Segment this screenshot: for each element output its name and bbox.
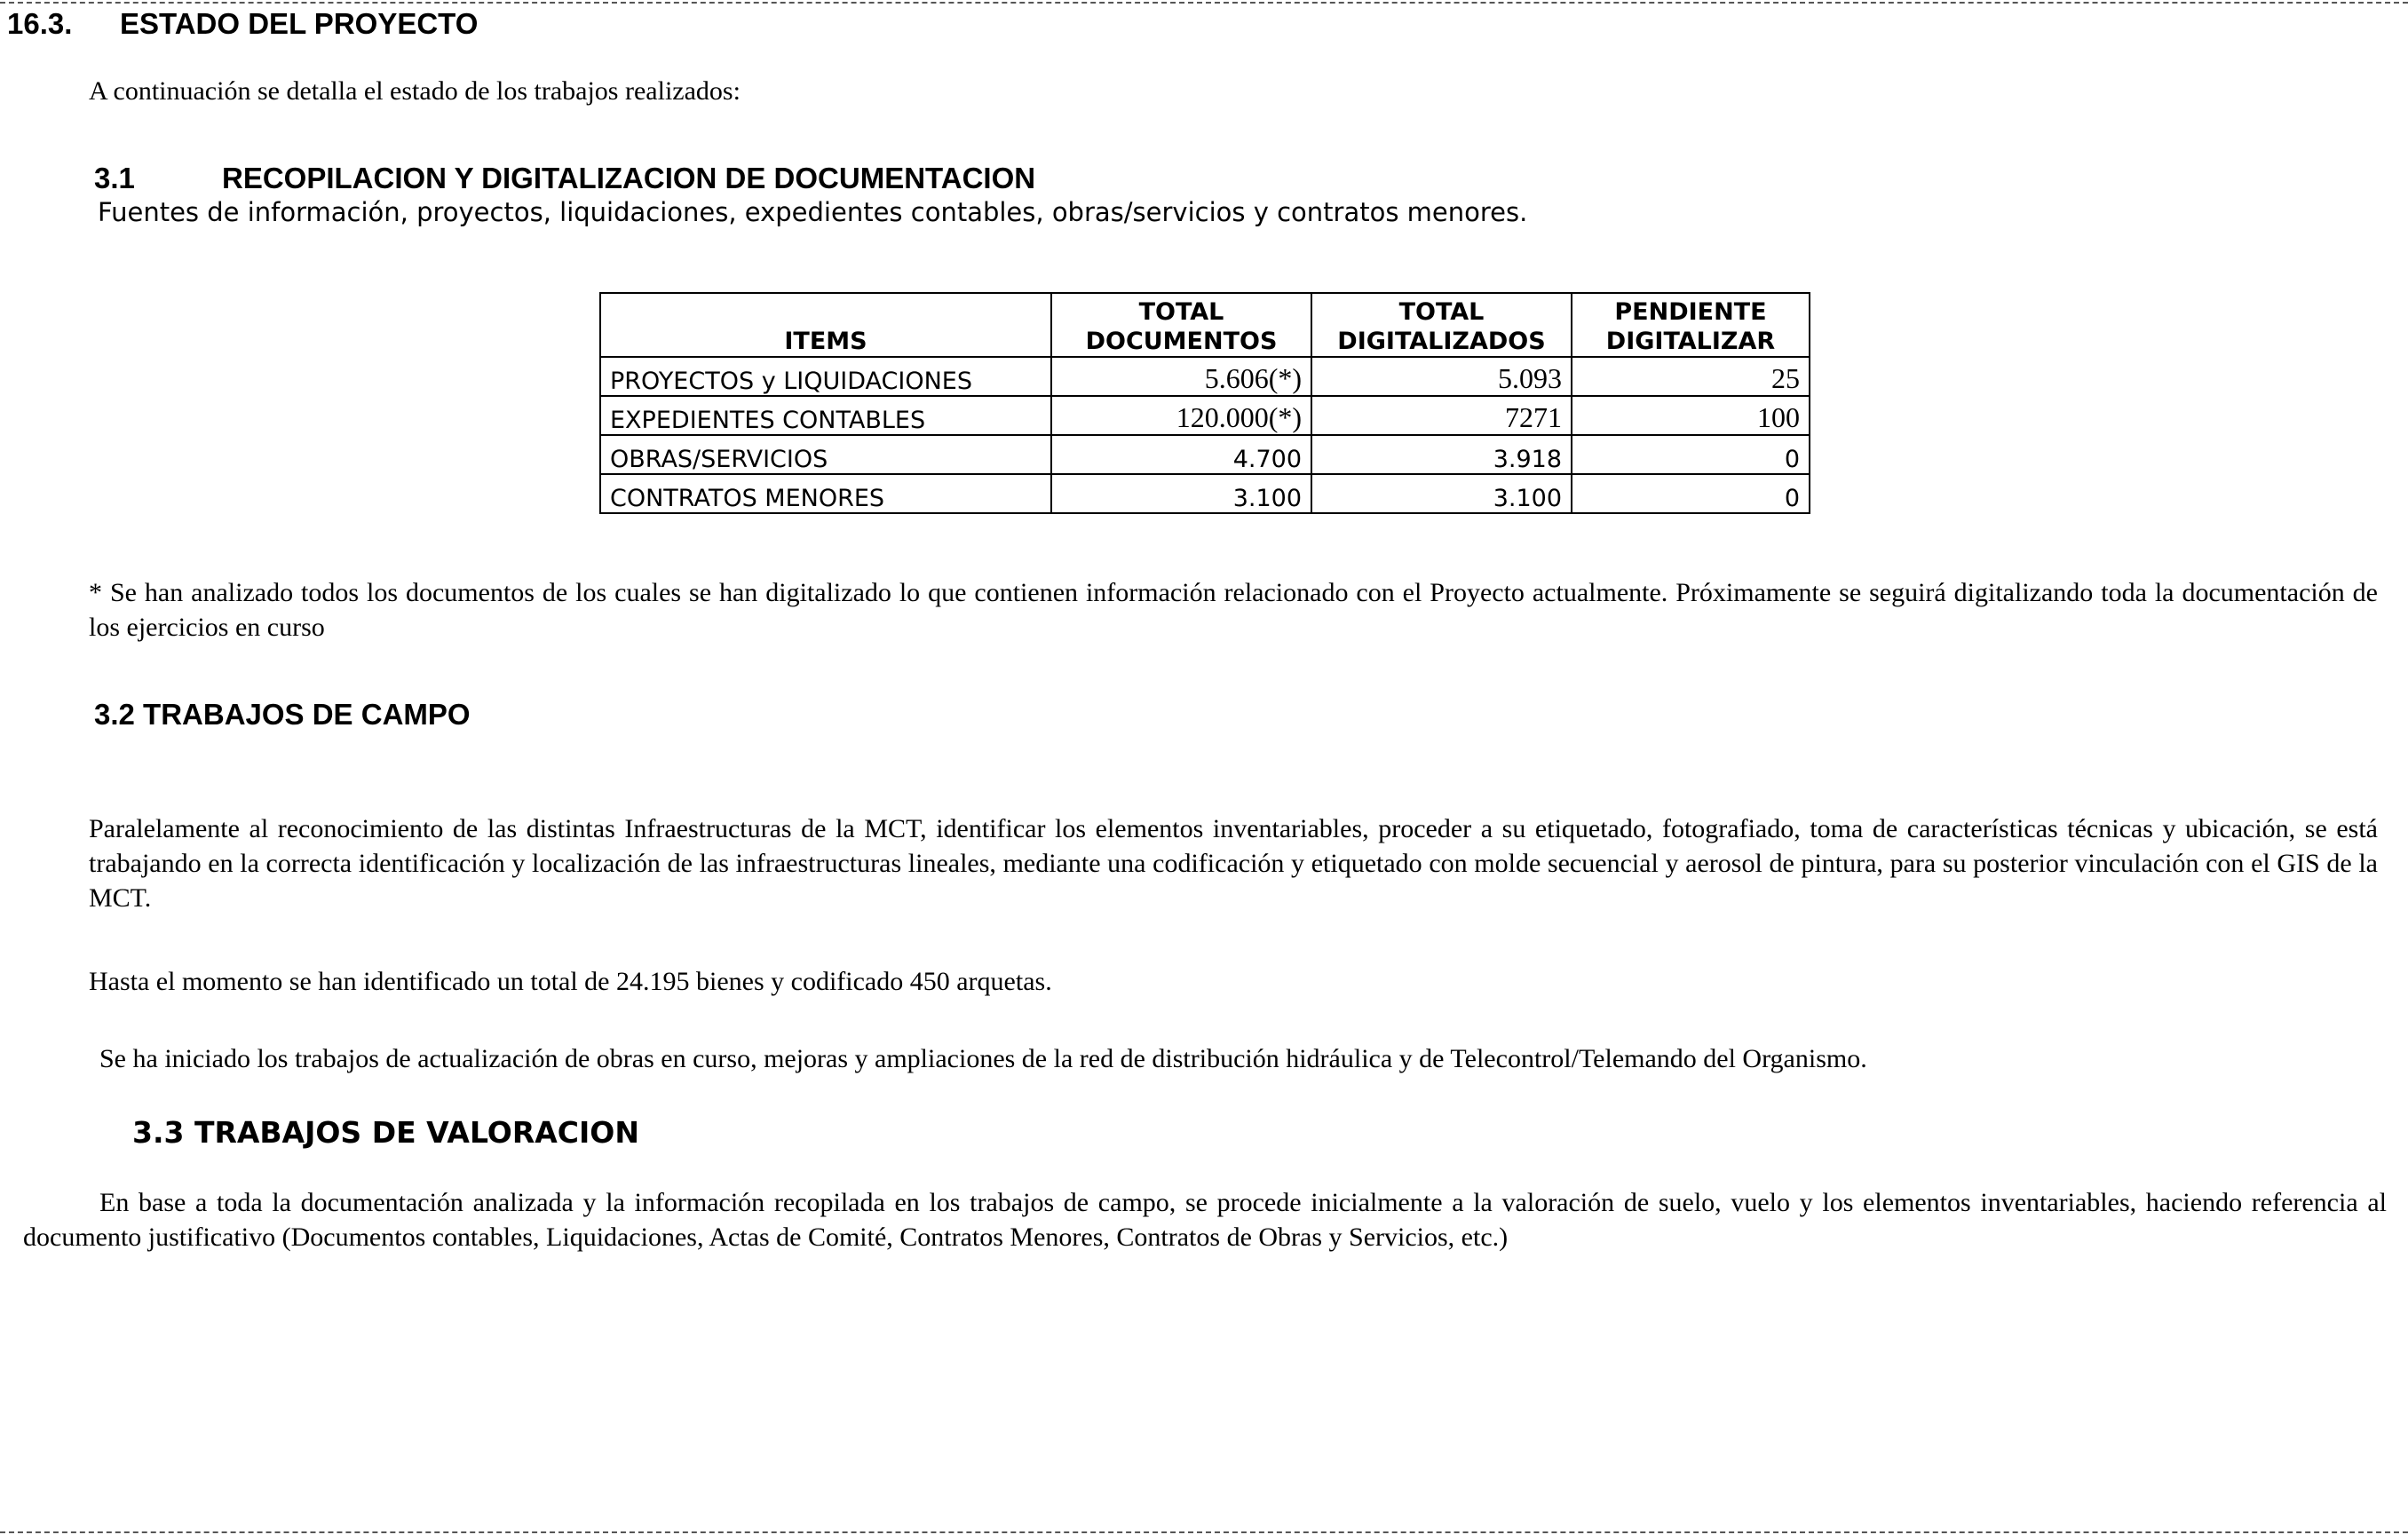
- cell-pendiente: 100: [1572, 396, 1810, 435]
- cell-total-digitalizados: 3.100: [1311, 474, 1572, 513]
- cell-total-documentos: 5.606(*): [1051, 357, 1311, 396]
- cell-pendiente: 25: [1572, 357, 1810, 396]
- cell-item: EXPEDIENTES CONTABLES: [600, 396, 1051, 435]
- cell-item: PROYECTOS y LIQUIDACIONES: [600, 357, 1051, 396]
- cell-pendiente: 0: [1572, 474, 1810, 513]
- intro-text: A continuación se detalla el estado de los trabajos realizados:: [89, 76, 741, 106]
- s32-paragraph-3: Se ha iniciado los trabajos de actualización de obras en curso, mejoras y ampliaciones de la red de distribución hidráulica y de Telecontrol/Telemando del Organismo.: [99, 1044, 1867, 1073]
- cell-total-documentos: 3.100: [1051, 474, 1311, 513]
- s31-number: 3.1: [94, 162, 135, 194]
- cell-total-digitalizados: 3.918: [1311, 435, 1572, 474]
- table-row: [600, 474, 1810, 513]
- section-number: 16.3.: [7, 7, 73, 40]
- header-pendiente-digitalizar: PENDIENTE DIGITALIZAR: [1572, 293, 1810, 357]
- s32-paragraph-1: Paralelamente al reconocimiento de las distintas Infraestructuras de la MCT, identificar los elementos inventariables, proceder a su etiquetado, fotografiado, toma de características técnicas y ubicación, se está trabajando en la correcta identificación y localización de las infraestructuras lineales, mediante una codificación y etiquetado con molde secuencial y aerosol de pintura, para su posterior vinculación con el GIS de la MCT.: [89, 814, 2378, 913]
- s33-paragraph-1: En base a toda la documentación analizada y la información recopilada en los trabajos de campo, se procede inicialmente a la valoración de suelo, vuelo y los elementos inventariables, haciendo referencia al documento justificativo (Documentos contables, Liquidaciones, Actas de Comité, Contratos Menores, Contratos de Obras y Servicios, etc.): [23, 1188, 2387, 1252]
- header-total-documentos: TOTAL DOCUMENTOS: [1051, 293, 1311, 357]
- cell-total-digitalizados: 7271: [1311, 396, 1572, 435]
- cell-total-documentos: 4.700: [1051, 435, 1311, 474]
- documentation-table: [599, 292, 1810, 514]
- s31-title: RECOPILACION Y DIGITALIZACION DE DOCUMENTACION: [222, 162, 1036, 194]
- s32-title: 3.2 TRABAJOS DE CAMPO: [94, 698, 471, 731]
- cell-total-documentos: 120.000(*): [1051, 396, 1311, 435]
- header-items: ITEMS: [600, 293, 1051, 357]
- top-dashed-rule: [0, 2, 2408, 4]
- header-total-digitalizados: TOTAL DIGITALIZADOS: [1311, 293, 1572, 357]
- cell-item: OBRAS/SERVICIOS: [600, 435, 1051, 474]
- s33-title: 3.3 TRABAJOS DE VALORACION: [132, 1115, 639, 1150]
- table-footnote: * Se han analizado todos los documentos de los cuales se han digitalizado lo que contienen información relacionado con el Proyecto actualmente. Próximamente se seguirá digitalizando toda la documentación de los ejercicios en curso: [89, 578, 2378, 642]
- cell-item: CONTRATOS MENORES: [600, 474, 1051, 513]
- s31-subtitle: Fuentes de información, proyectos, liquidaciones, expedientes contables, obras/servicios y contratos menores.: [98, 197, 1528, 227]
- s32-paragraph-2: Hasta el momento se han identificado un total de 24.195 bienes y codificado 450 arquetas.: [89, 967, 1052, 996]
- cell-pendiente: 0: [1572, 435, 1810, 474]
- cell-total-digitalizados: 5.093: [1311, 357, 1572, 396]
- bottom-dashed-rule: [0, 1531, 2408, 1533]
- table-row: [600, 357, 1810, 396]
- table-row: [600, 435, 1810, 474]
- table-row: [600, 396, 1810, 435]
- section-title: ESTADO DEL PROYECTO: [120, 7, 479, 40]
